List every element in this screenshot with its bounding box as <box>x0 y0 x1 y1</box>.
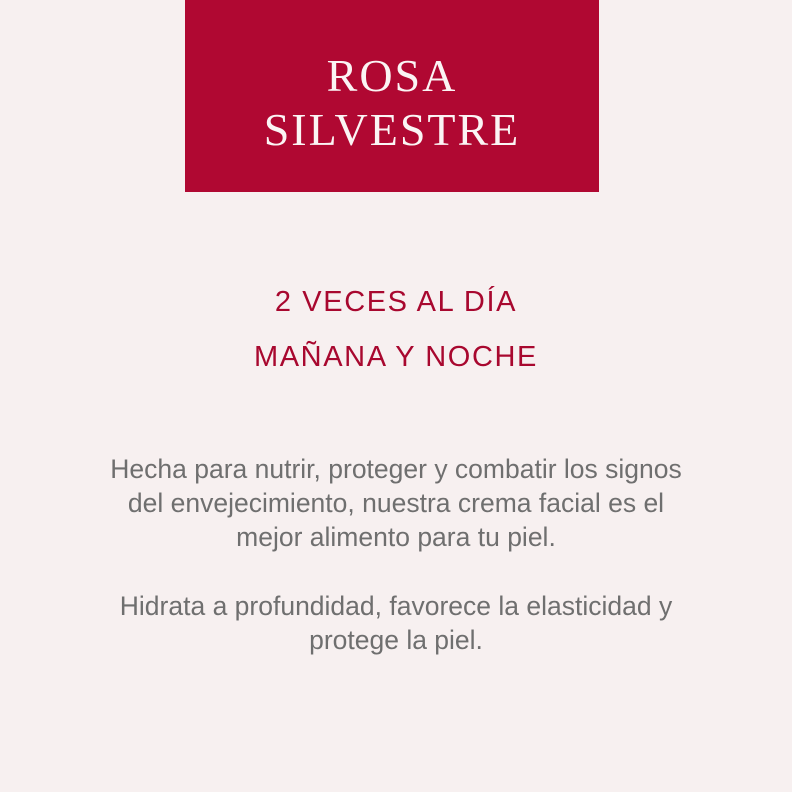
description-paragraph-2: Hidrata a profundidad, favorece la elasticidad y protege la piel. <box>119 590 673 655</box>
product-description <box>96 452 696 657</box>
brand-name-line-1: ROSA <box>326 49 458 101</box>
usage-frequency-line-2: MAÑANA Y NOCHE <box>253 341 538 373</box>
description-paragraph-1: Hecha para nutrir, proteger y combatir los signos del envejecimiento, nuestra crema facial es el mejor alimento para tu piel. <box>110 454 682 553</box>
brand-name-line-2: SILVESTRE <box>263 104 521 155</box>
brand-banner <box>185 0 599 192</box>
usage-frequency-line-1: 2 VECES AL DÍA <box>274 286 518 318</box>
usage-frequency <box>0 288 792 372</box>
